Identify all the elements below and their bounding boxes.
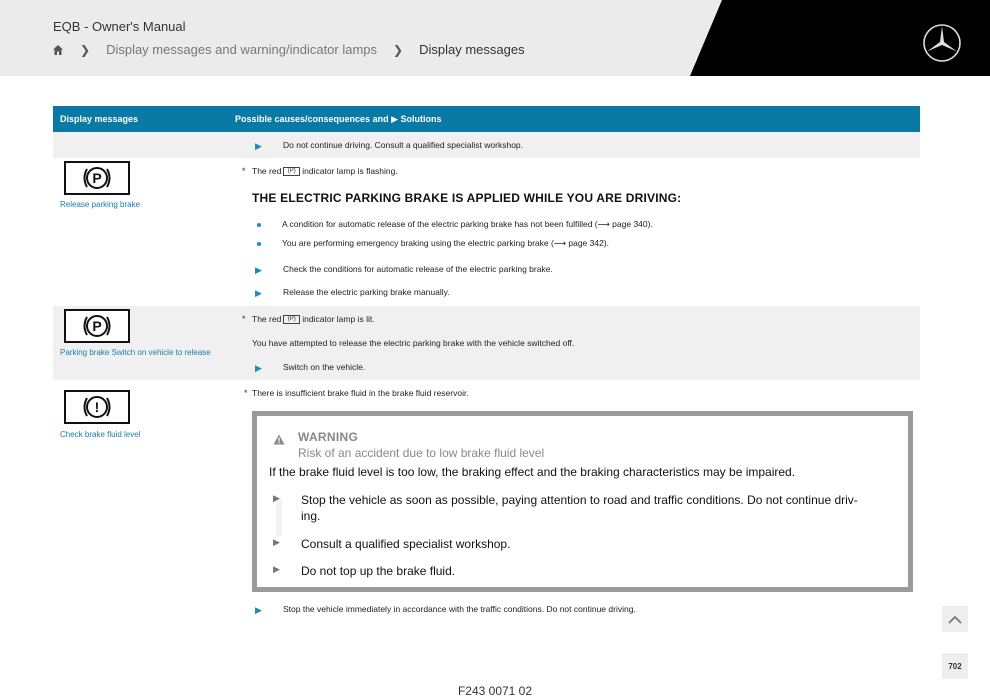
mercedes-star-logo [922,23,962,63]
table-row [53,306,920,380]
solution-step: Check the conditions for automatic release of the electric parking brake. [283,264,553,274]
display-message-label: Check brake fluid level [60,430,141,439]
warning-step: Consult a qualified specialist workshop. [301,537,511,551]
column-header-messages: Display messages [60,114,139,124]
action-arrow-icon: ▶ [255,363,262,373]
action-arrow-icon: ▶ [255,605,262,615]
action-arrow-icon: ▶ [273,493,280,503]
action-arrow-icon: ▶ [255,141,262,151]
cause-marker: * [244,388,248,398]
manual-title: EQB - Owner's Manual [53,19,186,34]
chevron-right-icon: ❯ [80,42,91,57]
bullet-text: You are performing emergency braking using the electric parking brake (⟶ page 342). [282,238,610,248]
warning-title: WARNING [298,430,359,444]
page-number-button[interactable]: 702 [942,653,968,679]
home-icon[interactable] [52,44,64,56]
solution-step: Switch on the vehicle. [283,362,366,372]
section-heading: THE ELECTRIC PARKING BRAKE IS APPLIED WHILE YOU ARE DRIVING: [252,191,682,205]
column-header-solutions: Possible causes/consequences and ▶ Solutions [235,114,442,124]
table-row [53,132,920,158]
breadcrumb-link-lamps[interactable]: Display messages and warning/indicator lamps [106,42,378,57]
parking-lamp-icon: (P) [283,315,300,324]
table-header [53,106,920,132]
parking-lamp-icon: (P) [283,167,300,176]
cause-text: The red (P) indicator lamp is flashing. [252,166,398,176]
table-row [53,158,920,306]
breadcrumb-current[interactable]: Display messages [419,42,525,57]
parking-brake-icon [64,309,130,343]
cause-text: The red (P) indicator lamp is lit. [252,314,375,324]
page-header [0,0,990,76]
display-message-label: Release parking brake [60,200,141,209]
breadcrumb [52,42,541,57]
scroll-to-top-button[interactable] [942,606,968,632]
solution-step: Do not continue driving. Consult a qualified specialist workshop. [283,140,524,150]
parking-brake-icon [64,161,130,195]
document-code: F243 0071 02 [457,684,533,698]
warning-box [252,411,913,592]
warning-subtitle: Risk of an accident due to low brake fluid level [298,446,545,460]
svg-text:!: ! [94,399,100,415]
cause-marker: * [242,166,246,176]
cause-text: There is insufficient brake fluid in the brake fluid reservoir. [252,388,469,398]
display-message-label: Parking brake Switch on vehicle to release [60,348,211,357]
warning-body: If the brake fluid level is too low, the braking effect and the braking characteristics may be impaired. [269,465,796,479]
action-arrow-icon: ▶ [255,288,262,298]
svg-text:P: P [92,170,102,186]
warning-step: Do not top up the brake fluid. [301,564,456,578]
solution-step: Release the electric parking brake manually. [283,287,450,297]
brake-warning-icon [64,390,130,424]
chevron-right-icon: ❯ [393,42,404,57]
solution-step: Stop the vehicle immediately in accordance with the traffic conditions. Do not continue driving. [283,604,636,614]
action-arrow-icon: ▶ [273,537,280,547]
bullet-icon [257,223,261,227]
action-arrow-icon: ▶ [255,265,262,275]
chevron-up-icon [948,615,962,624]
warning-triangle-icon [273,434,285,445]
action-arrow-icon: ▶ [273,564,280,574]
svg-text:P: P [92,318,102,334]
bullet-text: A condition for automatic release of the electric parking brake has not been fulfilled (⟶ page 340). [282,219,653,229]
bullet-icon [257,242,261,246]
cause-description: You have attempted to release the electric parking brake with the vehicle switched off. [252,338,575,348]
cause-marker: * [242,314,246,324]
warning-step: Stop the vehicle as soon as possible, paying attention to road and traffic conditions. Do not continue driv- ing. [301,493,858,523]
